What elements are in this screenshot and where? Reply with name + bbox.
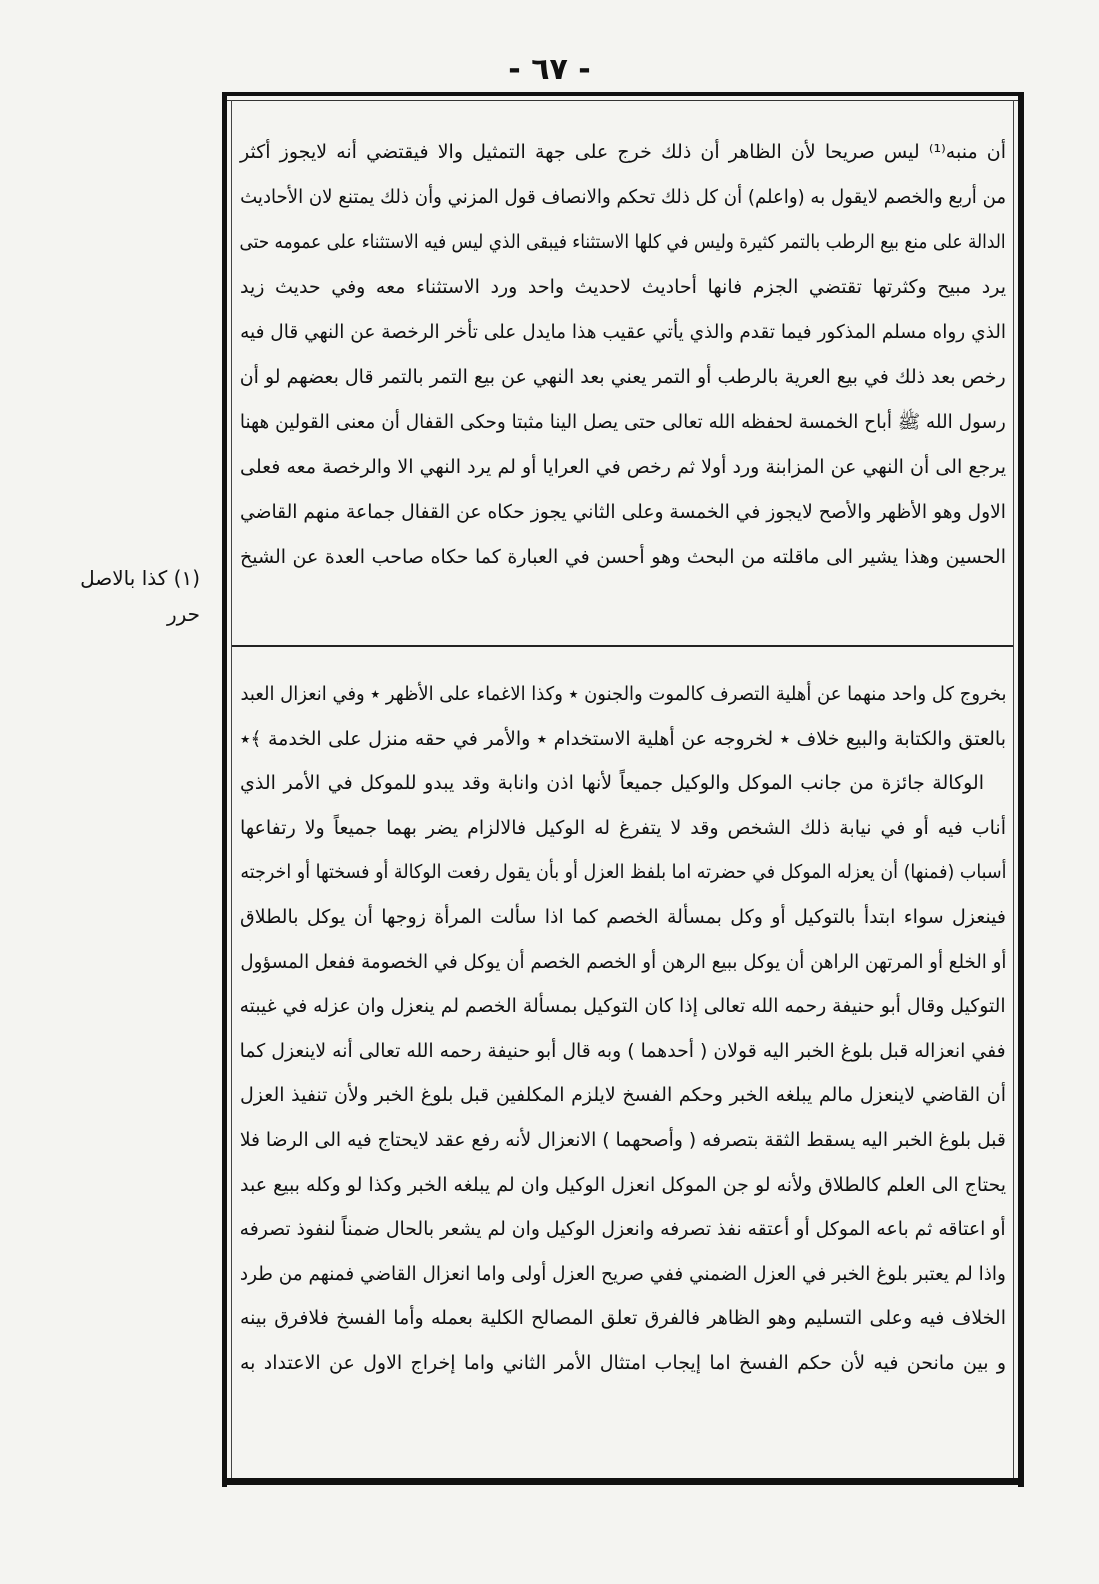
text-line: [240, 940, 1006, 985]
frame-top-rule: [224, 92, 1024, 96]
text-line-content: رخص بعد ذلك في بيع العرية بالرطب أو التمر يعني بعد النهي عن بيع التمر بالتمر قال بعضهم لو أن: [239, 366, 1006, 388]
text-line-content: يرجع الى أن النهي عن المزابنة ورد أولا ثم رخص في العرايا أو لم يرد النهي الا والرخصة معه فعلى: [240, 456, 1006, 478]
text-line-content: أو الخلع أو المرتهن الراهن أن يوكل ببيع الرهن أو الخصم الخصم أن يوكل في الخصومة ففعل المسؤول: [239, 950, 1006, 973]
text-line: [240, 1029, 1006, 1074]
text-line-content: يحتاج الى العلم كالطلاق ولأنه لو جن الموكل انعزل الوكيل وان لم يبلغه الخبر وكذا لو وكله ببيع عبد: [240, 1173, 1006, 1196]
main-text-block: [240, 672, 1006, 1386]
frame-right-inner-rule: [1013, 100, 1014, 1480]
text-line-content: الذي رواه مسلم المذكور فيما تقدم والذي يأتي عقيب هذا مايدل على تأخر الرخصة عن النهي قال فيه: [240, 321, 1006, 343]
margin-footnote: [40, 560, 200, 632]
text-line-content: الحسين وهذا يشير الى ماقلته من البحث وهو أحسن في العبارة كما حكاه صاحب العدة عن الشيخ: [240, 546, 1006, 568]
text-line-content: ففي انعزاله قبل بلوغ الخبر اليه قولان ( أحدهما ) وبه قال أبو حنيفة رحمه الله تعالى أنه لاينعزل كما: [239, 1039, 1006, 1062]
text-line-content: الاول وهو الأظهر والأصح لايجوز في الخمسة وعلى الثاني يجوز حكاه عن القفال جماعة منهم القاضي: [240, 501, 1006, 523]
text-line: [240, 1073, 1006, 1118]
text-line: [240, 1341, 1006, 1386]
text-line: [240, 850, 1006, 895]
page-number: - ٦٧ -: [508, 52, 591, 87]
text-line-content: رسول الله ﷺ أباح الخمسة لحفظه الله تعالى حتى يصل الينا مثبتا وحكى القفال أن معنى القولين ههنا: [240, 411, 1006, 433]
text-line: [240, 1163, 1006, 1208]
text-line-content: الدالة على منع بيع الرطب بالتمر كثيرة وليس في كلها الاستثناء فيبقى الذي ليس فيه الاستثناء على عمومه حتى: [239, 231, 1006, 253]
text-line: [240, 220, 1006, 265]
text-line-content: يرد مبيح وكثرتها تقتضي الجزم فانها أحاديث لاحديث واحد ورد الاستثناء معه وفي حديث زيد: [240, 276, 1006, 298]
text-line: [240, 400, 1006, 445]
text-line: [240, 717, 1006, 762]
text-line-content: بخروج كل واحد منهما عن أهلية التصرف كالموت والجنون ٭ وكذا الاغماء على الأظهر ٭ وفي انعزال العبد: [239, 683, 1006, 705]
text-line-content: أناب فيه أو في نيابة ذلك الشخص وقد لا يتفرغ له الوكيل فالالزام يضر بهما جميعاً ولا رتفاعها: [240, 816, 1006, 839]
text-line-content: من أربع والخصم لايقول به (واعلم) أن كل ذلك تحكم والانصاف قول المزني وأن ذلك يمتنع لان الأحاديث: [240, 186, 1006, 208]
text-line-content: أو اعتاقه ثم باعه الموكل أو أعتقه نفذ تصرفه وانعزل الوكيل وان لم يشعر بالحال ضمناً لنفوذ تصرفه: [240, 1218, 1006, 1241]
text-line: [240, 490, 1006, 535]
text-line-content: أسباب (فمنها) أن يعزله الموكل في حضرته اما بلفظ العزل أو بأن يقول رفعت الوكالة أو فسختها أو اخرجته: [239, 861, 1006, 884]
text-line: [240, 1252, 1006, 1297]
text-line-content: و بين مانحن فيه لأن حكم الفسخ اما إيجاب امتثال الأمر الثاني واما إخراج الاول عن الاعتداد به: [240, 1351, 1006, 1374]
text-line-content: فينعزل سواء ابتدأ بالتوكيل أو وكل بمسألة الخصم كما اذا سألت المرأة زوجها أن يوكل بالطلاق: [240, 905, 1006, 928]
text-line: [240, 806, 1006, 851]
text-line: [240, 1207, 1006, 1252]
text-line: [240, 310, 1006, 355]
text-line: [240, 1296, 1006, 1341]
text-line: [240, 895, 1006, 940]
text-line-content: قبل بلوغ الخبر اليه يسقط الثقة بتصرفه ( وأصحهما ) الانعزال لأنه رفع عقد لايحتاج فيه الى الرضا فلا: [239, 1128, 1006, 1151]
text-line: [240, 265, 1006, 310]
text-line: [240, 175, 1006, 220]
frame-top-inner-rule: [224, 100, 1024, 101]
top-commentary-block: [240, 130, 1006, 580]
text-line-content: التوكيل وقال أبو حنيفة رحمه الله تعالى إذا كان التوكيل بمسألة الخصم لم ينعزل وان عزله في غيبته: [239, 995, 1006, 1018]
text-line: [240, 535, 1006, 580]
text-line: [240, 761, 1006, 806]
frame-right-rule: [1018, 92, 1024, 1487]
footnote-line: حرر: [166, 602, 200, 626]
text-line-content: الوكالة جائزة من جانب الموكل والوكيل جميعاً لأنها اذن وانابة وقد يبدو للموكل في الأمر الذي: [240, 772, 984, 795]
text-line-content: الخلاف فيه وعلى التسليم وهو الظاهر فالفرق تعلق المصالح الكلية بعمله وأما الفسخ فلافرق بينه: [240, 1307, 1006, 1330]
text-line: [240, 984, 1006, 1029]
section-divider: [232, 645, 1013, 647]
text-line: [240, 672, 1006, 717]
text-line: [240, 1118, 1006, 1163]
footnote-line: (١) كذا بالاصل: [80, 566, 200, 590]
text-line: [240, 130, 1006, 175]
text-line-content: أن القاضي لاينعزل مالم يبلغه الخبر وحكم الفسخ لايلزم المكلفين قبل بلوغ الخبر ولأن تنفيذ العزل: [240, 1084, 1006, 1107]
text-line-content: بالعتق والكتابة والبيع خلاف ٭ لخروجه عن أهلية الاستخدام ٭ والأمر في حقه منزل على الخدمة ﴾٭: [240, 727, 1006, 750]
text-line: [240, 445, 1006, 490]
text-line-content: أن منبه⁽¹⁾ ليس صريحا لأن الظاهر أن ذلك خرج على جهة التمثيل والا فيقتضي أنه لايجوز أكثر: [240, 141, 1006, 163]
frame-bottom-rule: [222, 1478, 1024, 1485]
text-line-content: واذا لم يعتبر بلوغ الخبر في العزل الضمني ففي صريح العزل أولى واما انعزال القاضي فمنهم من طرد: [240, 1262, 1006, 1285]
text-line: [240, 355, 1006, 400]
